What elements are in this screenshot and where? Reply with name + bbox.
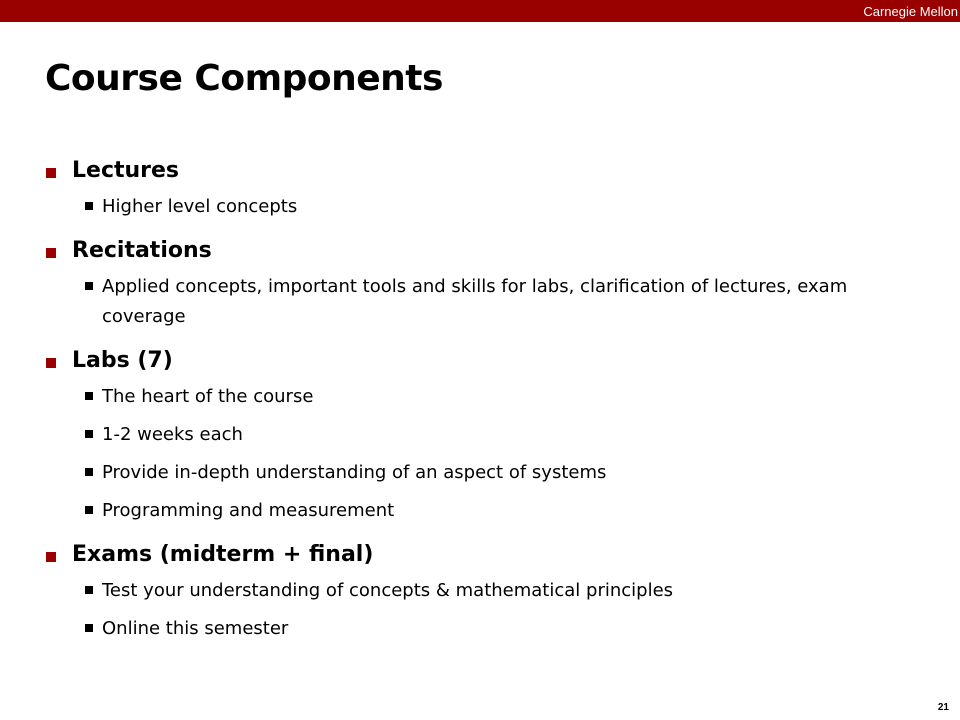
list-item-text: Programming and measurement	[102, 500, 395, 521]
list-item	[45, 614, 925, 644]
list-item	[45, 458, 925, 488]
square-bullet-icon	[85, 282, 93, 290]
slide-title: Course Components	[45, 58, 443, 99]
square-bullet-icon	[85, 430, 93, 438]
page-number: 21	[937, 702, 949, 713]
list-item	[45, 496, 925, 526]
list-item-text: Online this semester	[102, 618, 289, 639]
list-item-text: Applied concepts, important tools and skills for labs, clarification of lectures, exam coverage	[102, 276, 848, 327]
top-bar	[0, 0, 960, 22]
section-heading-exams	[45, 534, 925, 576]
list-item-text: The heart of the course	[102, 386, 314, 407]
square-bullet-icon	[46, 248, 56, 258]
list-item-text: 1-2 weeks each	[102, 424, 243, 445]
square-bullet-icon	[85, 202, 93, 210]
list-item	[45, 192, 925, 222]
square-bullet-icon	[46, 552, 56, 562]
square-bullet-icon	[85, 468, 93, 476]
section-heading-label: Labs (7)	[72, 348, 173, 373]
list-item	[45, 382, 925, 412]
section-heading-label: Lectures	[72, 158, 180, 183]
section-heading-labs	[45, 340, 925, 382]
list-item	[45, 272, 862, 332]
square-bullet-icon	[85, 586, 93, 594]
square-bullet-icon	[85, 392, 93, 400]
square-bullet-icon	[85, 506, 93, 514]
list-item-text: Higher level concepts	[102, 196, 298, 217]
list-item-text: Provide in-depth understanding of an aspect of systems	[102, 462, 607, 483]
brand-label: Carnegie Mellon	[863, 4, 958, 19]
square-bullet-icon	[85, 624, 93, 632]
list-item-text: Test your understanding of concepts & mathematical principles	[102, 580, 674, 601]
section-heading-label: Recitations	[72, 238, 212, 263]
section-heading-lectures	[45, 150, 925, 192]
square-bullet-icon	[46, 358, 56, 368]
square-bullet-icon	[46, 168, 56, 178]
slide-content	[45, 150, 925, 652]
section-heading-label: Exams (midterm + final)	[72, 542, 374, 567]
list-item	[45, 420, 925, 450]
list-item	[45, 576, 925, 606]
section-heading-recitations	[45, 230, 925, 272]
